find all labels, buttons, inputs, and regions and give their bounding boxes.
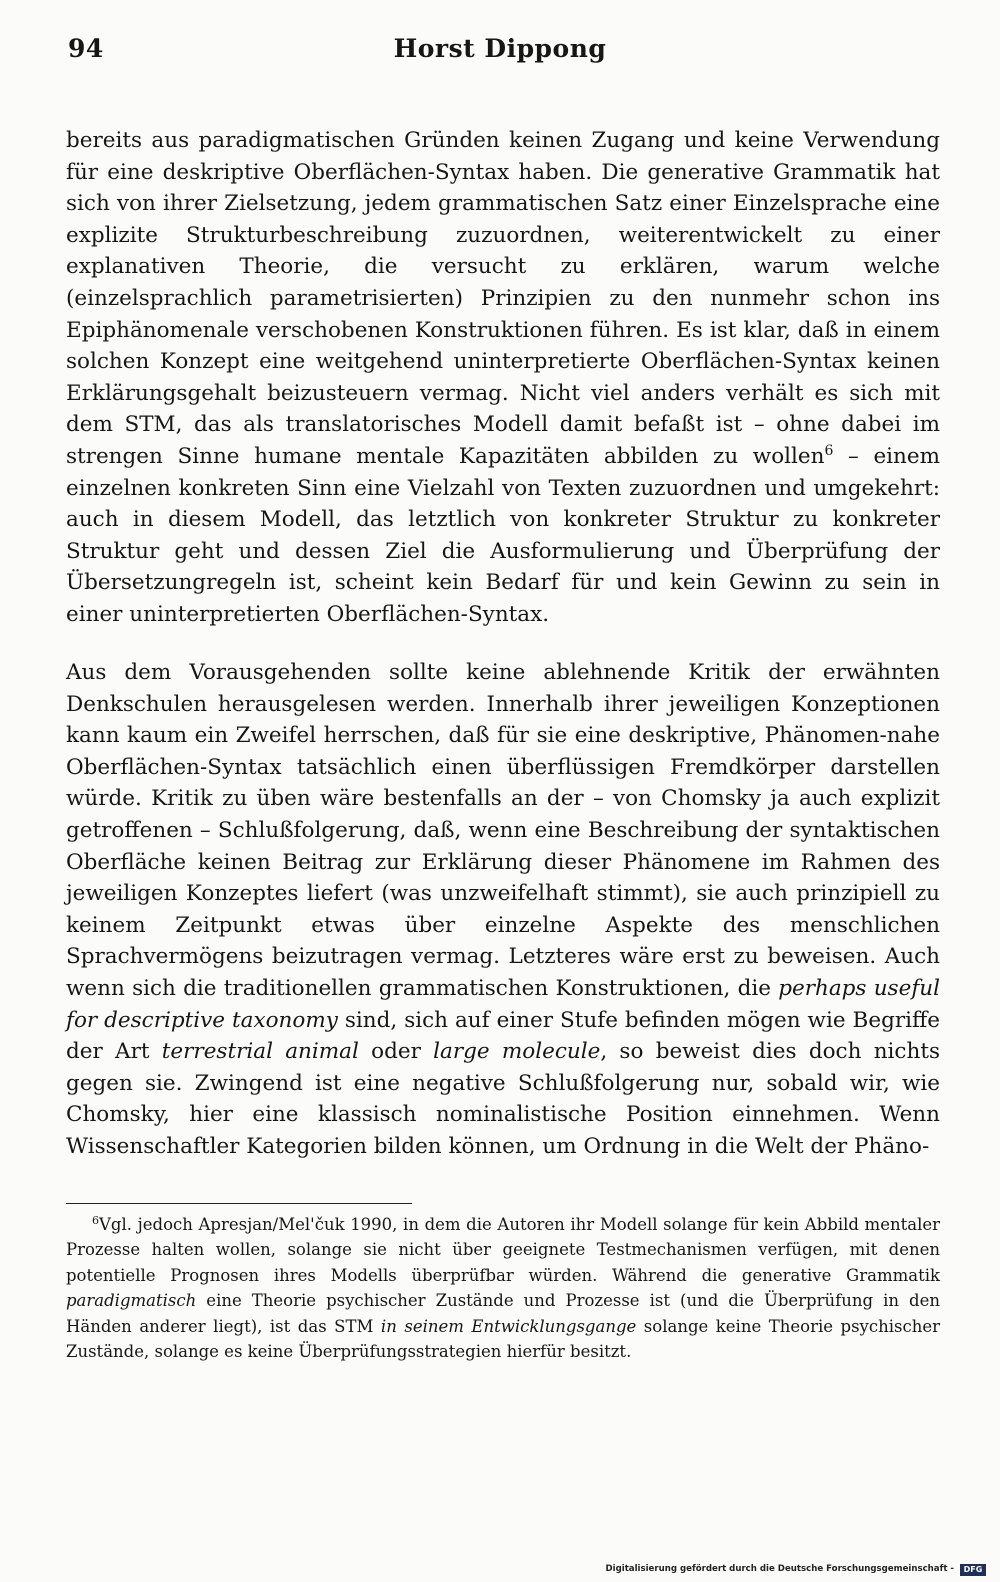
body-paragraph-1 — [66, 125, 940, 631]
paragraph-2-italic-2: terrestrial animal — [161, 1039, 359, 1065]
paragraph-1-text-continued: – einem einzelnen konkreten Sinn eine Vielzahl von Texten zuzuordnen und umgekehrt: auch in diesem Modell, das letztlich von konkreter Struktur zu konkreter Struktur geht und dessen Ziel die Ausformulierung und Überprüfung der Übersetzungregeln ist, scheint kein Bedarf für und kein Gewinn zu sein in einer uninterpretierten Oberflächen-Syntax. — [66, 443, 941, 627]
paragraph-2-text-3: oder — [358, 1039, 434, 1065]
running-head: Horst Dippong — [393, 34, 607, 63]
digitization-credit: Digitalisierung gefördert durch die Deutsche Forschungsgemeinschaft - — [605, 1564, 954, 1574]
paragraph-2-italic-1: perhaps useful for descriptive taxonomy — [66, 975, 940, 1033]
paragraph-2-text-4: , so beweist dies doch nichts gegen sie. Zwingend ist eine negative Schlußfolgerung nur, sobald wir, wie Chomsky, hier eine klassisch nominalistische Position einnehmen. Wenn Wissenschaftler Kategorien bilden können, um Ordnung in die Welt der Phäno- — [66, 1039, 940, 1159]
footnote — [66, 1212, 940, 1364]
footnote-separator-rule — [66, 1203, 412, 1204]
footnote-italic-2: in seinem Entwicklungsgange — [380, 1316, 637, 1336]
footnote-text-3: solange keine Theorie psychischer Zustände, solange es keine Überprüfungsstrategien hierfür besitzt. — [66, 1316, 941, 1362]
footnote-text-2: eine Theorie psychischer Zustände und Prozesse ist (und die Überprüfung in den Händen anderer liegt), ist das STM — [66, 1291, 940, 1336]
footnote-reference: 6 — [824, 442, 834, 459]
paragraph-2-text-2: sind, sich auf einer Stufe befinden mögen wie Begriffe der Art — [66, 1007, 940, 1065]
footnote-marker: 6 — [92, 1214, 99, 1227]
footnote-text-1: Vgl. jedoch Apresjan/Mel'čuk 1990, in dem die Autoren ihr Modell solange für kein Abbild mentaler Prozesse halten wollen, solange sie nicht über geeignete Testmechanismen verfügen, mit denen potentielle Prognosen ihres Modells überprüfbar würden. Während die generative Grammatik — [66, 1215, 940, 1285]
dfg-logo: DFG — [960, 1564, 986, 1576]
paragraph-2-italic-3: large molecule — [433, 1039, 601, 1065]
body-paragraph-2 — [66, 657, 940, 1163]
paragraph-1-text: bereits aus paradigmatischen Gründen keinen Zugang und keine Verwendung für eine deskriptive Oberflächen-Syntax haben. Die generative Grammatik hat sich von ihrer Zielsetzung, jedem grammatischen Satz einer Einzelsprache eine explizite Strukturbeschreibung zuzuordnen, weiterentwickelt zu einer explanativen Theorie, die versucht zu erklären, warum welche (einzelsprachlich parametrisierten) Prinzipien zu den nunmehr schon ins Epiphänomenale verschobenen Konstruktionen führen. Es ist klar, daß in einem solchen Konzept eine weitgehend uninterpretierte Oberflächen-Syntax keinen Erklärungsgehalt beizusteuern vermag. Nicht viel anders verhält es sich mit dem STM, das als translatorisches Modell damit befaßt ist – ohne dabei im strengen Sinne humane mentale Kapazitäten abbilden zu wollen — [66, 128, 940, 469]
paragraph-2-text-1: Aus dem Vorausgehenden sollte keine ablehnende Kritik der erwähnten Denkschulen herausgelesen werden. Innerhalb ihrer jeweiligen Konzeptionen kann kaum ein Zweifel herrschen, daß für sie eine deskriptive, Phänomen-nahe Oberflächen-Syntax tatsächlich einen überflüssigen Fremdkörper darstellen würde. Kritik zu üben wäre bestenfalls an der – von Chomsky ja auch explizit getroffenen – Schlußfolgerung, daß, wenn eine Beschreibung der syntaktischen Oberfläche keinen Beitrag zur Erklärung dieser Phänomene im Rahmen des jeweiligen Konzeptes liefert (was unzweifelhaft stimmt), sie auch prinzipiell zu keinem Zeitpunkt etwas über einzelne Aspekte des menschlichen Sprachvermögens beizutragen vermag. Letzteres wäre erst zu beweisen. Auch wenn sich die traditionellen grammatischen Konstruktionen, die — [66, 660, 940, 1001]
page-number: 94 — [68, 34, 104, 63]
footnote-italic-1: paradigmatisch — [66, 1291, 197, 1311]
